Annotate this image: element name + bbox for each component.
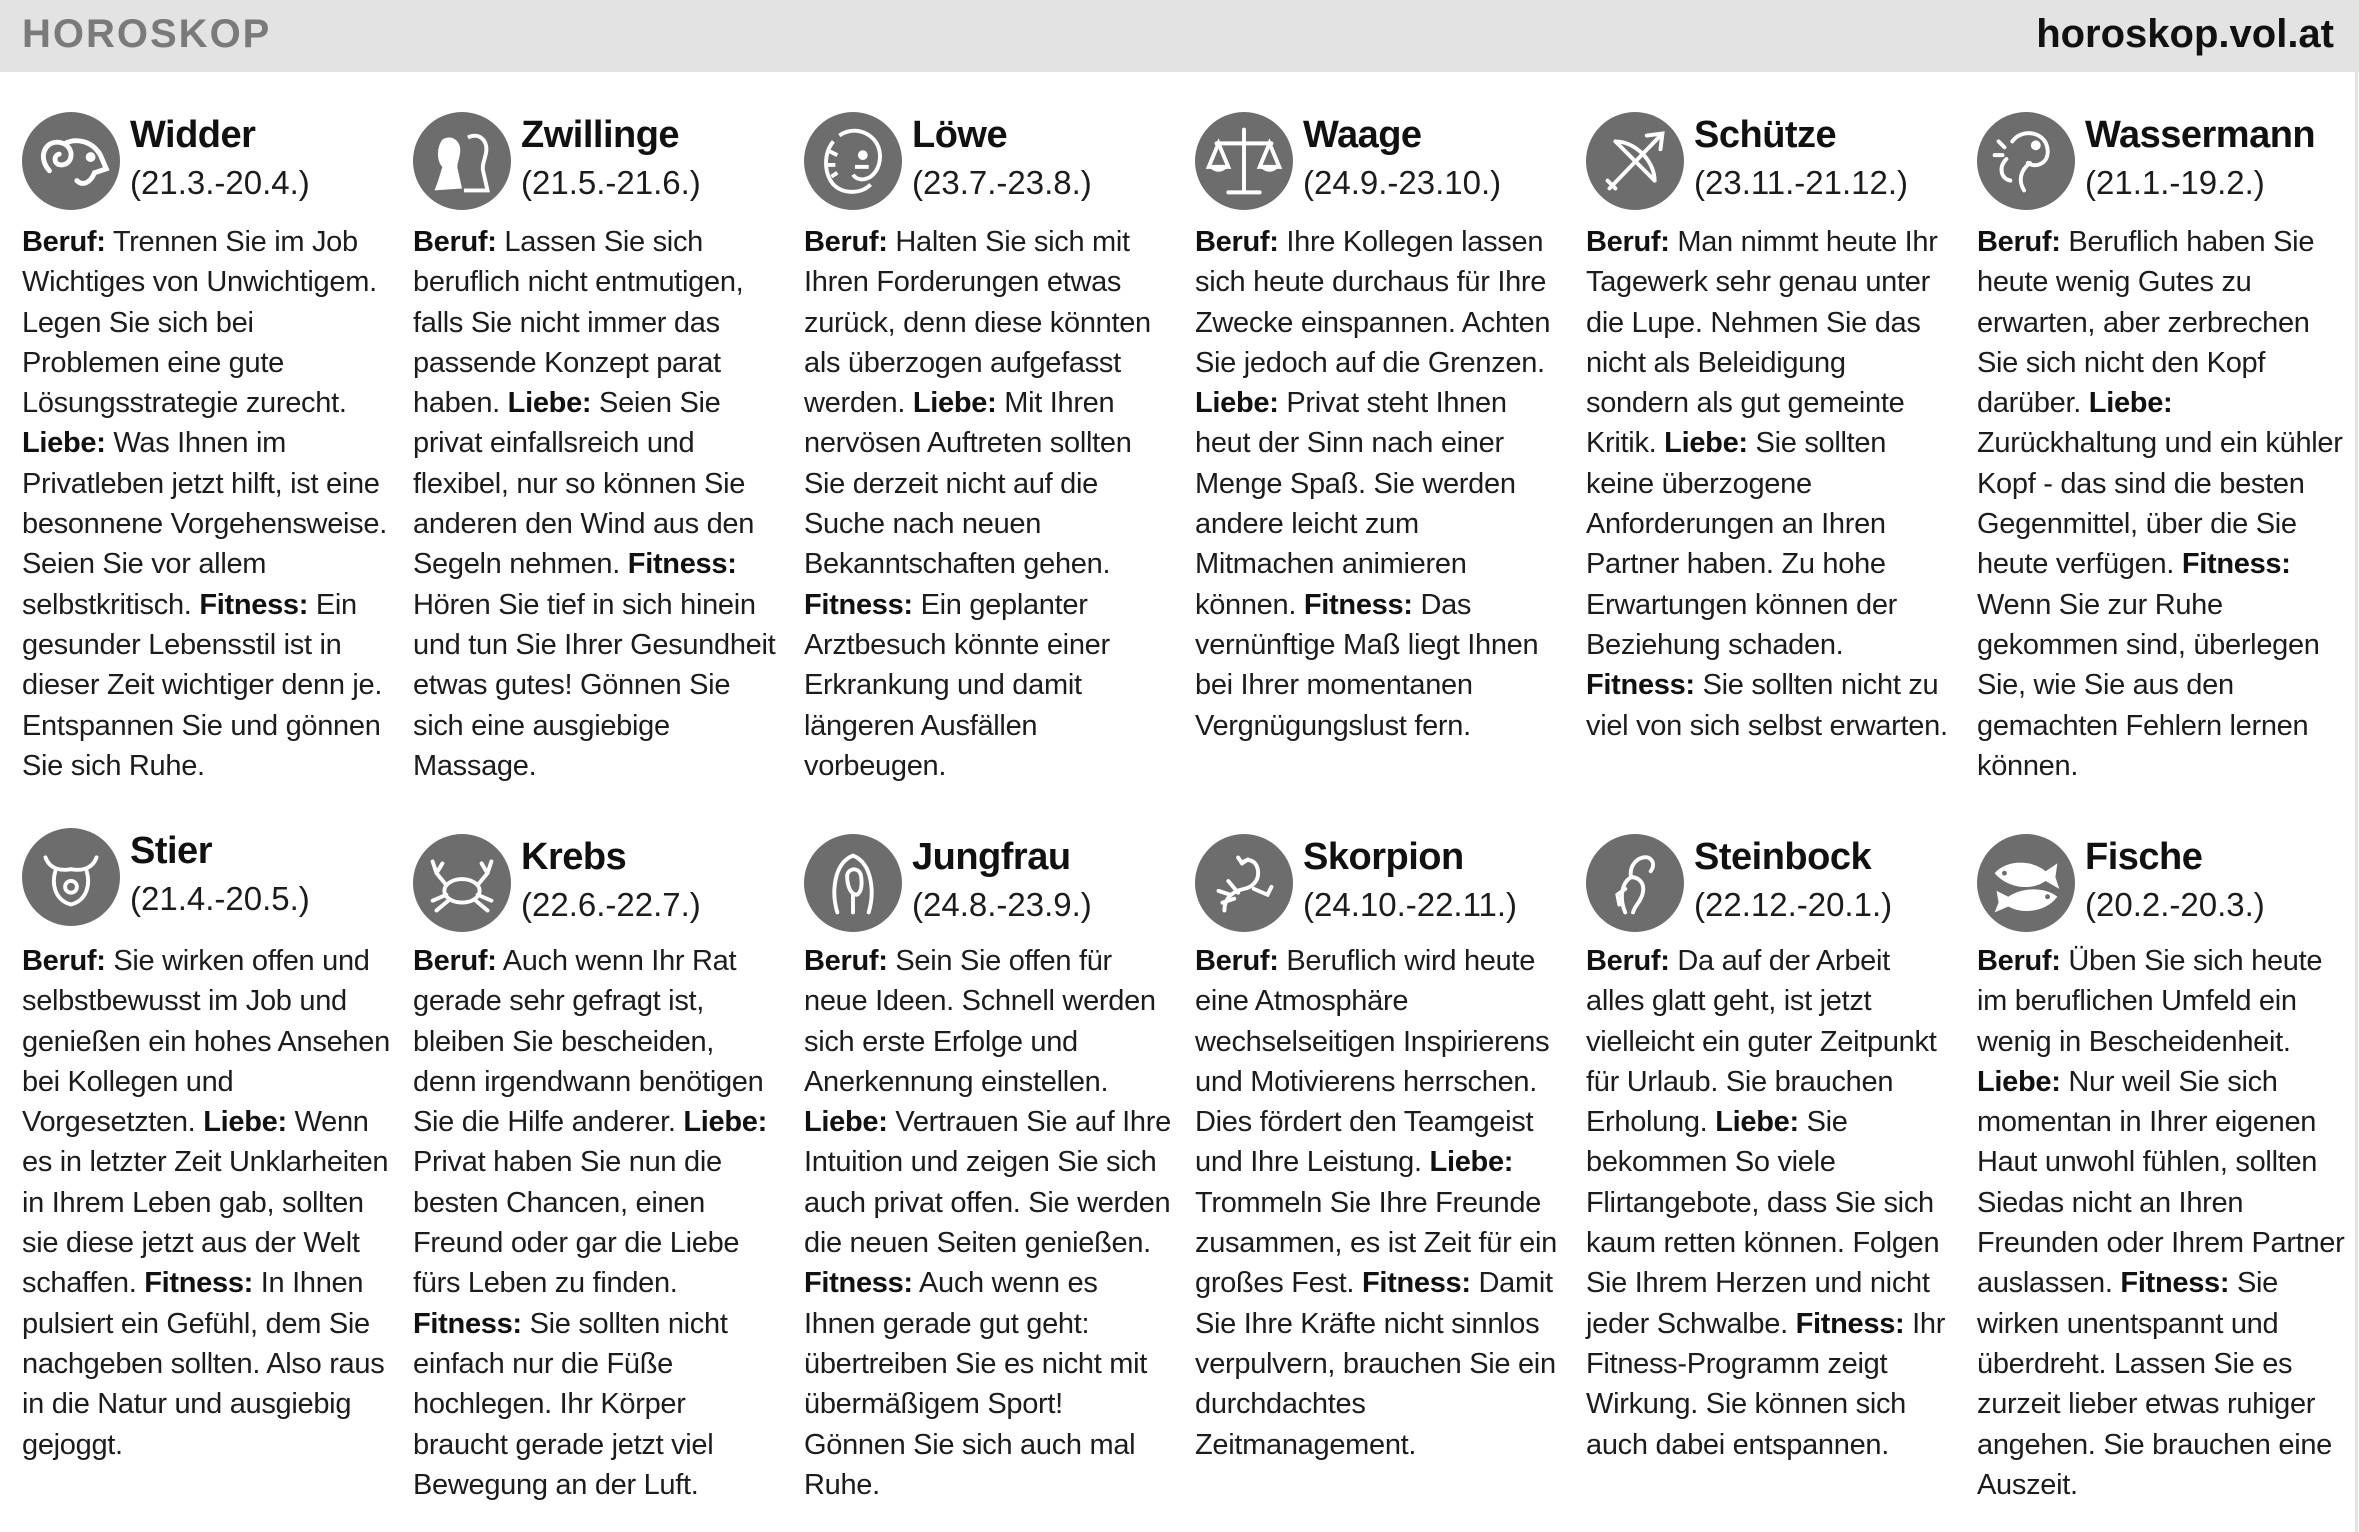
page-header — [0, 0, 2359, 72]
liebe-label: Liebe: — [2088, 387, 2173, 420]
sign-dates: (23.11.-21.12.) — [1694, 164, 1909, 201]
fitness-label: Fitness: — [413, 1307, 522, 1340]
sign-name: Skorpion — [1303, 836, 1464, 878]
fitness-label: Fitness: — [2120, 1267, 2230, 1300]
sign-name: Waage — [1303, 114, 1422, 156]
crab-icon — [413, 834, 511, 932]
fitness-text: Auch wenn es Ihnen gerade gut geht: übertreiben Sie es nicht mit übermäßigem Sport! Gönnen Sie sich auch mal Ruhe. — [804, 1267, 1147, 1501]
sign-text — [1977, 941, 2345, 1505]
sign-text — [1195, 941, 1563, 1465]
sign-name: Zwillinge — [521, 114, 680, 156]
liebe-text: Sie bekommen So viele Flirtangebote, dass Sie sich kaum retten können. Folgen Sie Ihrem Herzen und nicht jeder Schwalbe. — [1586, 1106, 1940, 1340]
liebe-text: Nur weil Sie sich momentan in Ihrer eigenen Haut unwohl fühlen, sollten Siedas nicht an Ihren Freunden oder Ihrem Partner auslassen. — [1977, 1065, 2345, 1300]
sign-dates: (21.1.-19.2.) — [2085, 164, 2265, 201]
sign-dates: (21.4.-20.5.) — [130, 880, 310, 917]
ram-icon — [22, 112, 120, 210]
liebe-text: Vertrauen Sie auf Ihre Intuition und zeigen Sie sich auch privat offen. Sie werden die neuen Seiten genießen. — [804, 1106, 1171, 1260]
liebe-label: Liebe: — [22, 427, 106, 460]
sign-text — [22, 941, 390, 1465]
sign-dates: (21.3.-20.4.) — [130, 164, 310, 201]
liebe-label: Liebe: — [1664, 427, 1748, 460]
liebe-label: Liebe: — [203, 1106, 287, 1139]
fish-icon — [1977, 834, 2075, 932]
beruf-text: Halten Sie sich mit Ihren Forderungen etwas zurück, denn diese könnten als überzogen aufgefasst werden. — [804, 226, 1151, 420]
sign-name: Krebs — [521, 836, 627, 878]
sign-name: Schütze — [1694, 114, 1837, 156]
sign-dates: (24.9.-23.10.) — [1303, 164, 1502, 201]
beruf-text: Ihre Kollegen lassen sich heute durchaus für Ihre Zwecke einspannen. Achten Sie jedoch auf die Grenzen. — [1195, 226, 1551, 379]
liebe-text: Was Ihnen im Privatleben jetzt hilft, ist eine besonnene Vorgehensweise. Seien Sie vor allem selbstkritisch. — [22, 427, 387, 621]
beruf-text: Sein Sie offen für neue Ideen. Schnell werden sich erste Erfolge und Anerkennung einstellen. — [804, 945, 1156, 1098]
beruf-text: Beruflich haben Sie heute wenig Gutes zu erwarten, aber zerbrechen Sie sich nicht den Kopf darüber. — [1977, 226, 2315, 420]
scales-icon — [1195, 112, 1293, 210]
fitness-label: Fitness: — [2181, 548, 2291, 581]
sign-dates: (22.6.-22.7.) — [521, 886, 701, 923]
beruf-label: Beruf: — [22, 945, 106, 977]
fitness-text: Ihr Fitness-Programm zeigt Wirkung. Sie können sich auch dabei entspannen. — [1586, 1307, 1946, 1461]
archer-icon — [1586, 112, 1684, 210]
beruf-label: Beruf: — [804, 945, 888, 977]
beruf-text: Lassen Sie sich beruflich nicht entmutigen, falls Sie nicht immer das passende Konzept parat haben. — [413, 226, 744, 420]
page-title: HOROSKOP — [22, 12, 272, 56]
liebe-text: Privat haben Sie nun die besten Chancen, einen Freund oder gar die Liebe fürs Leben zu finden. — [413, 1146, 740, 1300]
beruf-text: Beruflich wird heute eine Atmosphäre wechselseitigen Inspirierens und Motivierens herrschen. Dies fördert den Teamgeist und Ihre Leistung. — [1195, 945, 1550, 1179]
fitness-label: Fitness: — [1361, 1267, 1471, 1300]
sign-name: Wassermann — [2085, 114, 2316, 156]
fitness-text: In Ihnen pulsiert ein Gefühl, dem Sie nachgeben sollten. Also raus in die Natur und ausgiebig gejoggt. — [22, 1267, 385, 1461]
fitness-label: Fitness: — [144, 1267, 254, 1300]
sign-dates: (23.7.-23.8.) — [912, 164, 1092, 201]
sign-dates: (22.12.-20.1.) — [1694, 886, 1893, 923]
beruf-label: Beruf: — [413, 945, 497, 977]
liebe-text: Privat steht Ihnen heut der Sinn nach einer Menge Spaß. Sie werden andere leicht zum Mitmachen animieren können. — [1195, 387, 1516, 621]
sign-text — [1195, 222, 1563, 746]
fitness-text: Ein geplanter Arztbesuch könnte einer Erkrankung und damit längeren Ausfällen vorbeugen. — [804, 588, 1110, 782]
liebe-label: Liebe: — [912, 387, 997, 420]
beruf-text: Trennen Sie im Job Wichtiges von Unwichtigem. Legen Sie sich bei Problemen eine gute Lösungsstrategie zurecht. — [22, 226, 377, 420]
beruf-text: Üben Sie sich heute im beruflichen Umfeld ein wenig in Bescheidenheit. — [1977, 945, 2323, 1058]
lion-icon — [804, 112, 902, 210]
fitness-text: Das vernünftige Maß liegt Ihnen bei Ihrer momentanen Vergnügungslust fern. — [1195, 588, 1539, 742]
fitness-label: Fitness: — [804, 1267, 913, 1300]
liebe-label: Liebe: — [1195, 387, 1279, 420]
fitness-text: Damit Sie Ihre Kräfte nicht sinnlos verpulvern, brauchen Sie ein durchdachtes Zeitmanagement. — [1195, 1267, 1556, 1461]
sign-text — [22, 222, 390, 786]
virgin-icon — [804, 834, 902, 932]
beruf-label: Beruf: — [1195, 945, 1279, 977]
liebe-label: Liebe: — [507, 387, 592, 420]
liebe-label: Liebe: — [1429, 1146, 1514, 1179]
sign-dates: (24.8.-23.9.) — [912, 886, 1092, 923]
beruf-text: Da auf der Arbeit alles glatt geht, ist jetzt vielleicht ein guter Zeitpunkt für Urlaub. Sie brauchen Erholung. — [1586, 945, 1937, 1139]
sign-dates: (24.10.-22.11.) — [1303, 886, 1518, 923]
beruf-label: Beruf: — [804, 226, 888, 258]
twins-icon — [413, 112, 511, 210]
sign-name: Löwe — [912, 114, 1008, 156]
liebe-text: Seien Sie privat einfallsreich und flexibel, nur so können Sie anderen den Wind aus den Segeln nehmen. — [413, 387, 755, 581]
fitness-label: Fitness: — [1586, 669, 1695, 702]
sign-text — [413, 941, 781, 1505]
liebe-text: Sie sollten keine überzogene Anforderungen an Ihren Partner haben. Zu hohe Erwartungen können der Beziehung schaden. — [1586, 427, 1897, 661]
sign-text — [1586, 222, 1954, 746]
sign-name: Stier — [130, 830, 212, 872]
bull-icon — [22, 828, 120, 926]
beruf-label: Beruf: — [1977, 226, 2061, 258]
beruf-label: Beruf: — [1586, 945, 1670, 977]
goat-icon — [1586, 834, 1684, 932]
beruf-label: Beruf: — [22, 226, 106, 258]
beruf-text: Auch wenn Ihr Rat gerade sehr gefragt ist, bleiben Sie bescheiden, denn irgendwann benötigen Sie die Hilfe anderer. — [413, 945, 764, 1139]
fitness-text: Hören Sie tief in sich hinein und tun Sie Ihrer Gesundheit etwas gutes! Gönnen Sie sich eine ausgiebige Massage. — [413, 588, 776, 782]
fitness-text: Sie sollten nicht zu viel von sich selbst erwarten. — [1586, 669, 1948, 742]
beruf-text: Sie wirken offen und selbstbewusst im Job und genießen ein hohes Ansehen bei Kollegen und Vorgesetzten. — [22, 945, 390, 1139]
sign-name: Fische — [2085, 836, 2203, 878]
fitness-text: Sie sollten nicht einfach nur die Füße hochlegen. Ihr Körper braucht gerade jetzt viel Bewegung an der Luft. — [413, 1307, 728, 1501]
sign-name: Steinbock — [1694, 836, 1872, 878]
sign-text — [413, 222, 781, 786]
right-border — [2355, 72, 2358, 1532]
sign-name: Widder — [130, 114, 256, 156]
fitness-label: Fitness: — [804, 588, 913, 621]
sign-text — [804, 941, 1172, 1505]
liebe-text: Trommeln Sie Ihre Freunde zusammen, es ist Zeit für ein großes Fest. — [1195, 1186, 1557, 1300]
water-bearer-icon — [1977, 112, 2075, 210]
scorpion-icon — [1195, 834, 1293, 932]
fitness-text: Sie wirken unentspannt und überdreht. Lassen Sie es zurzeit lieber etwas ruhiger angehen. Sie brauchen eine Auszeit. — [1977, 1267, 2332, 1501]
sign-dates: (21.5.-21.6.) — [521, 164, 701, 201]
fitness-text: Ein gesunder Lebensstil ist in dieser Zeit wichtiger denn je. Entspannen Sie und gönnen Sie sich Ruhe. — [22, 588, 383, 782]
sign-name: Jungfrau — [912, 836, 1071, 878]
liebe-text: Zurückhaltung und ein kühler Kopf - das sind die besten Gegenmittel, über die Sie heute verfügen. — [1977, 427, 2343, 581]
fitness-label: Fitness: — [199, 588, 309, 621]
beruf-label: Beruf: — [1977, 945, 2061, 977]
liebe-text: Wenn es in letzter Zeit Unklarheiten in Ihrem Leben gab, sollten sie diese jetzt aus der Welt schaffen. — [22, 1106, 389, 1300]
fitness-label: Fitness: — [1795, 1307, 1905, 1340]
beruf-label: Beruf: — [1195, 226, 1279, 258]
liebe-label: Liebe: — [1977, 1065, 2061, 1098]
sign-dates: (20.2.-20.3.) — [2085, 886, 2265, 923]
fitness-label: Fitness: — [627, 548, 737, 581]
beruf-label: Beruf: — [1586, 226, 1670, 258]
fitness-label: Fitness: — [1303, 588, 1413, 621]
fitness-text: Wenn Sie zur Ruhe gekommen sind, überlegen Sie, wie Sie aus den gemachten Fehlern lernen können. — [1977, 588, 2320, 782]
sign-text — [1586, 941, 1954, 1465]
liebe-label: Liebe: — [1715, 1106, 1799, 1139]
beruf-text: Man nimmt heute Ihr Tagewerk sehr genau unter die Lupe. Nehmen Sie das nicht als Beleidigung sondern als gut gemeinte Kritik. — [1586, 226, 1938, 460]
sign-text — [804, 222, 1172, 786]
sign-text — [1977, 222, 2345, 786]
liebe-text: Mit Ihren nervösen Auftreten sollten Sie derzeit nicht auf die Suche nach neuen Bekanntschaften gehen. — [804, 387, 1132, 581]
beruf-label: Beruf: — [413, 226, 497, 258]
liebe-label: Liebe: — [804, 1106, 888, 1139]
liebe-label: Liebe: — [683, 1106, 767, 1139]
site-url[interactable]: horoskop.vol.at — [2036, 12, 2334, 56]
